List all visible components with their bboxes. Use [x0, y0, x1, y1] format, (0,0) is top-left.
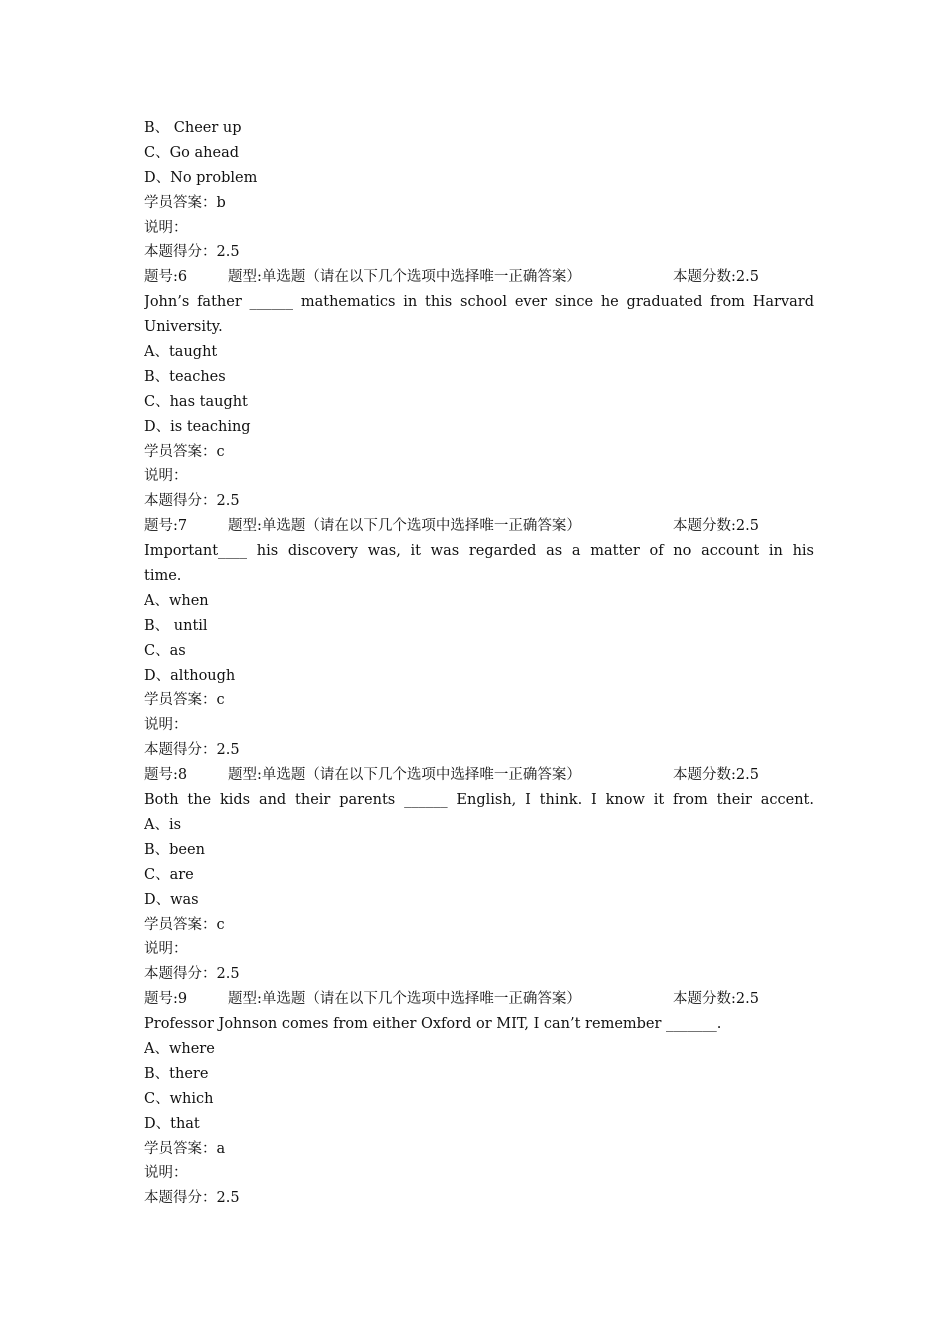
option-d: D、that [144, 1115, 200, 1132]
student-answer: 学员答案：c [144, 916, 225, 933]
option-b: B、been [144, 841, 205, 858]
question-header [144, 265, 814, 290]
question-points: 本题分数:2.5 [673, 991, 759, 1008]
question-stem: Both the kids and their parents ______ English, I think. I know it from their accent. [144, 792, 814, 809]
explanation: 说明： [144, 717, 188, 734]
student-answer: 学员答案：b [144, 194, 226, 211]
question-type: 题型:单选题（请在以下几个选项中选择唯一正确答案） [228, 767, 581, 784]
option-d: D、was [144, 891, 199, 908]
question-score: 本题得分：2.5 [144, 1190, 240, 1207]
option-b: B、teaches [144, 368, 226, 385]
question-header [144, 763, 814, 788]
question-points: 本题分数:2.5 [673, 269, 759, 286]
question-number: 题号:9 [144, 991, 188, 1008]
question-stem-continued: University. [144, 319, 223, 336]
question-stem-continued: time. [144, 568, 182, 585]
option-c: C、has taught [144, 393, 248, 410]
exam-document [144, 116, 814, 1211]
option-b: B、 until [144, 617, 208, 634]
explanation: 说明： [144, 941, 188, 958]
question-stem: Professor Johnson comes from either Oxford or MIT, I can’t remember _______. [144, 1016, 722, 1033]
question-header [144, 514, 814, 539]
question-type: 题型:单选题（请在以下几个选项中选择唯一正确答案） [228, 991, 581, 1008]
option-a: A、where [144, 1040, 215, 1057]
question-points: 本题分数:2.5 [673, 518, 759, 535]
explanation: 说明： [144, 1165, 188, 1182]
option-c: C、Go ahead [144, 144, 240, 161]
question-header [144, 987, 814, 1012]
question-score: 本题得分：2.5 [144, 966, 240, 983]
option-a: A、is [144, 816, 182, 833]
option-c: C、as [144, 642, 186, 659]
option-b: B、 Cheer up [144, 120, 242, 136]
question-points: 本题分数:2.5 [673, 767, 759, 784]
option-a: A、when [144, 592, 209, 609]
question-type: 题型:单选题（请在以下几个选项中选择唯一正确答案） [228, 269, 581, 286]
question-number: 题号:7 [144, 518, 188, 535]
option-a: A、taught [144, 344, 218, 361]
student-answer: 学员答案：c [144, 443, 225, 460]
explanation: 说明： [144, 219, 188, 236]
option-c: C、which [144, 1090, 214, 1107]
explanation: 说明： [144, 468, 188, 485]
option-b: B、there [144, 1065, 209, 1082]
option-d: D、is teaching [144, 418, 251, 435]
option-d: D、No problem [144, 169, 258, 186]
question-stem: Important____ his discovery was, it was regarded as a matter of no account in his [144, 543, 814, 560]
question-score: 本题得分：2.5 [144, 742, 240, 759]
question-score: 本题得分：2.5 [144, 244, 240, 261]
option-d: D、although [144, 667, 236, 684]
option-c: C、are [144, 866, 194, 883]
question-type: 题型:单选题（请在以下几个选项中选择唯一正确答案） [228, 518, 581, 535]
question-score: 本题得分：2.5 [144, 493, 240, 510]
question-number: 题号:6 [144, 269, 188, 286]
student-answer: 学员答案：c [144, 692, 225, 709]
question-stem: John’s father ______ mathematics in this school ever since he graduated from Harvard [144, 294, 814, 311]
question-number: 题号:8 [144, 767, 188, 784]
student-answer: 学员答案：a [144, 1140, 226, 1157]
